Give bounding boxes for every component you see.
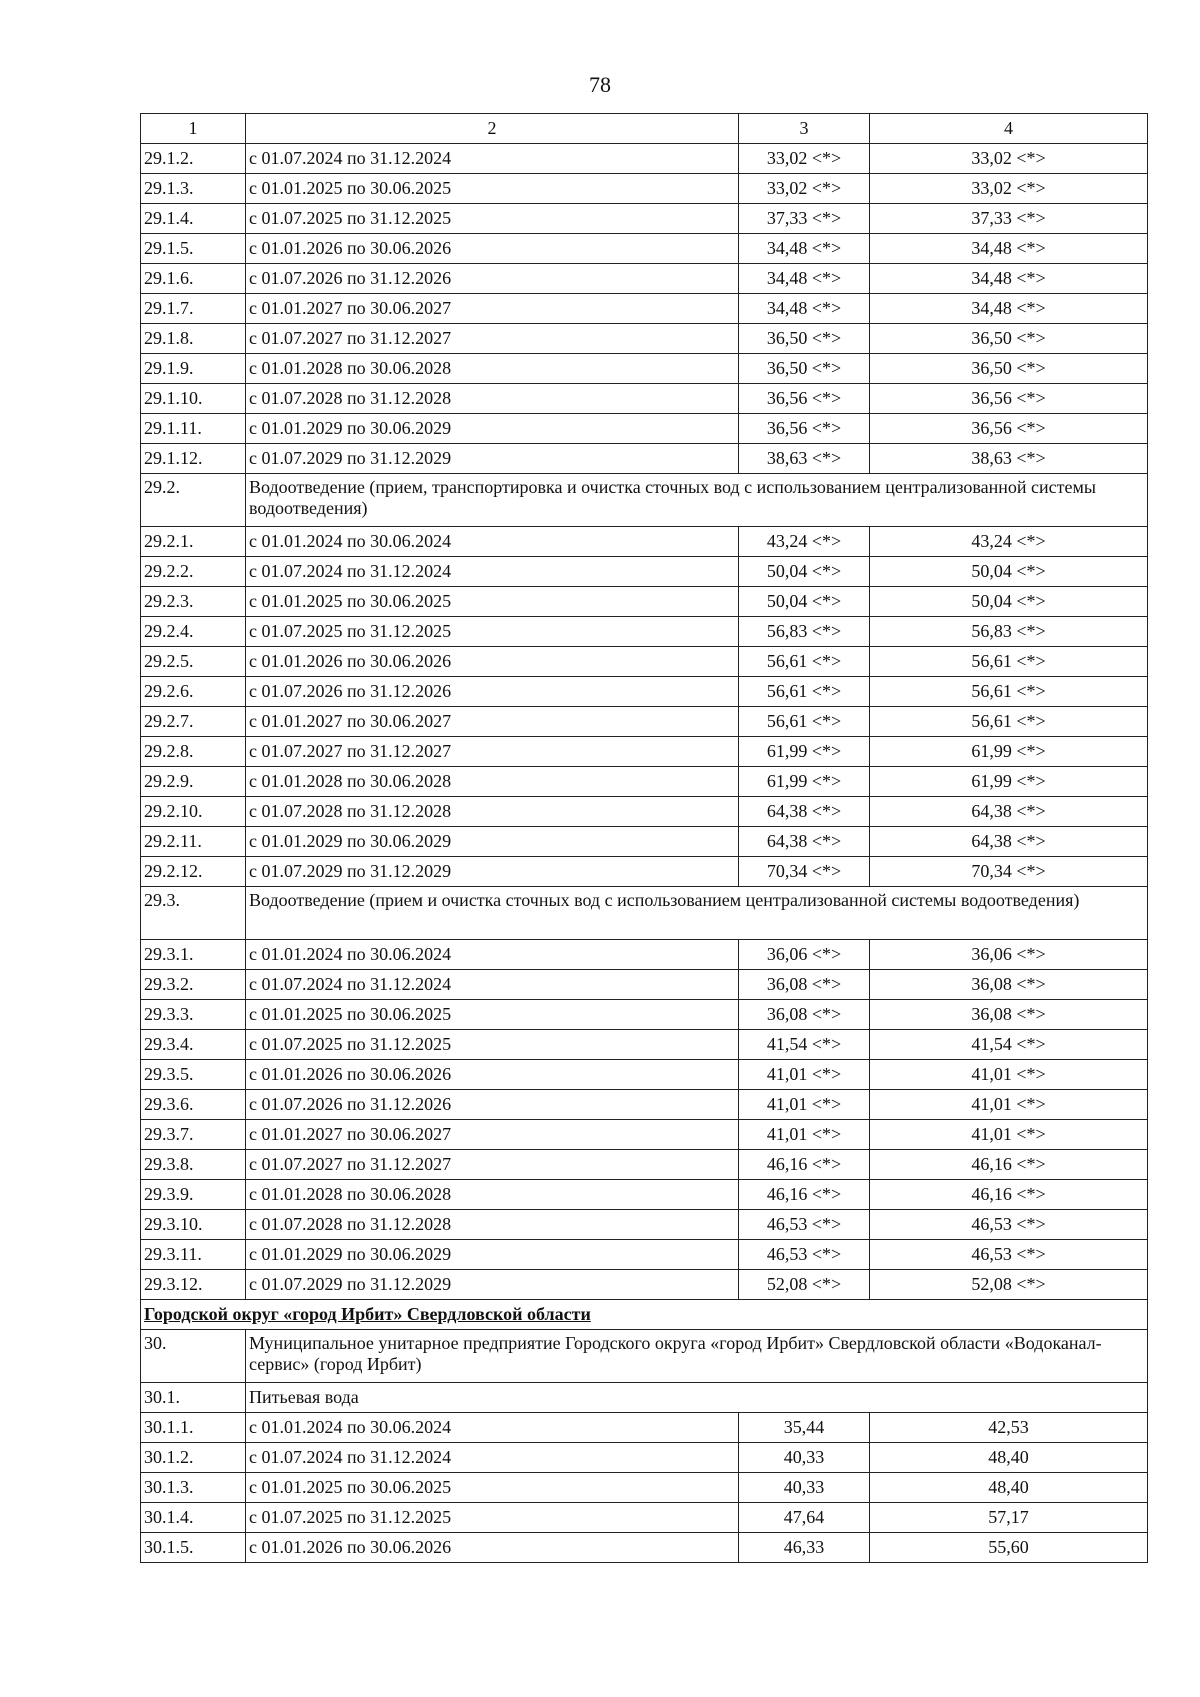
- row-value-col4: 50,04 <*>: [870, 587, 1148, 617]
- row-period: с 01.01.2029 по 30.06.2029: [246, 1240, 739, 1270]
- row-value-col4: 36,50 <*>: [870, 324, 1148, 354]
- row-number: 29.3.12.: [141, 1270, 246, 1300]
- row-value-col4: 42,53: [870, 1413, 1148, 1443]
- group-row: [141, 474, 1148, 527]
- row-number: 29.3.1.: [141, 940, 246, 970]
- row-period: с 01.01.2027 по 30.06.2027: [246, 294, 739, 324]
- row-number: 29.2.9.: [141, 767, 246, 797]
- row-value-col4: 36,08 <*>: [870, 1000, 1148, 1030]
- row-value-col3: 46,53 <*>: [739, 1240, 870, 1270]
- row-value-col4: 46,16 <*>: [870, 1150, 1148, 1180]
- row-period: с 01.01.2029 по 30.06.2029: [246, 414, 739, 444]
- row-value-col3: 40,33: [739, 1443, 870, 1473]
- row-period: с 01.07.2027 по 31.12.2027: [246, 1150, 739, 1180]
- section-row: [141, 1300, 1148, 1330]
- row-number: 29.1.6.: [141, 264, 246, 294]
- table-row: [141, 1503, 1148, 1533]
- table-row: [141, 1060, 1148, 1090]
- row-period: с 01.07.2025 по 31.12.2025: [246, 617, 739, 647]
- table-row: [141, 527, 1148, 557]
- table-row: [141, 677, 1148, 707]
- row-value-col4: 34,48 <*>: [870, 234, 1148, 264]
- row-number: 29.3.4.: [141, 1030, 246, 1060]
- table-row: [141, 970, 1148, 1000]
- row-value-col3: 35,44: [739, 1413, 870, 1443]
- row-number: 29.3.11.: [141, 1240, 246, 1270]
- row-value-col3: 61,99 <*>: [739, 737, 870, 767]
- row-period: с 01.07.2024 по 31.12.2024: [246, 557, 739, 587]
- row-number: 29.2.12.: [141, 857, 246, 887]
- table-row: [141, 144, 1148, 174]
- group-number: 29.2.: [141, 474, 246, 527]
- row-value-col3: 33,02 <*>: [739, 144, 870, 174]
- row-value-col3: 52,08 <*>: [739, 1270, 870, 1300]
- row-value-col4: 33,02 <*>: [870, 144, 1148, 174]
- header-cell: 4: [870, 114, 1148, 144]
- row-value-col3: 50,04 <*>: [739, 557, 870, 587]
- row-number: 29.2.1.: [141, 527, 246, 557]
- group-title: Водоотведение (прием, транспортировка и очистка сточных вод с использованием централизованной системы водоотведения): [246, 474, 1148, 527]
- table-header-row: [141, 114, 1148, 144]
- row-value-col4: 41,01 <*>: [870, 1120, 1148, 1150]
- row-value-col3: 34,48 <*>: [739, 264, 870, 294]
- row-value-col4: 43,24 <*>: [870, 527, 1148, 557]
- row-number: 29.1.8.: [141, 324, 246, 354]
- row-value-col4: 46,16 <*>: [870, 1180, 1148, 1210]
- row-value-col3: 37,33 <*>: [739, 204, 870, 234]
- tariff-table: [140, 113, 1148, 1563]
- table-row: [141, 1473, 1148, 1503]
- row-value-col3: 36,06 <*>: [739, 940, 870, 970]
- row-value-col3: 36,08 <*>: [739, 1000, 870, 1030]
- page-number: 78: [589, 72, 611, 97]
- row-value-col3: 64,38 <*>: [739, 827, 870, 857]
- row-period: с 01.07.2029 по 31.12.2029: [246, 857, 739, 887]
- row-value-col4: 64,38 <*>: [870, 827, 1148, 857]
- row-value-col4: 36,56 <*>: [870, 414, 1148, 444]
- row-period: с 01.01.2024 по 30.06.2024: [246, 1413, 739, 1443]
- row-value-col4: 52,08 <*>: [870, 1270, 1148, 1300]
- row-period: с 01.01.2026 по 30.06.2026: [246, 234, 739, 264]
- table-row: [141, 204, 1148, 234]
- row-number: 29.1.12.: [141, 444, 246, 474]
- row-number: 29.3.5.: [141, 1060, 246, 1090]
- table-row: [141, 1413, 1148, 1443]
- row-period: с 01.07.2024 по 31.12.2024: [246, 970, 739, 1000]
- table-row: [141, 707, 1148, 737]
- row-value-col3: 43,24 <*>: [739, 527, 870, 557]
- row-value-col4: 46,53 <*>: [870, 1240, 1148, 1270]
- row-value-col3: 61,99 <*>: [739, 767, 870, 797]
- row-value-col4: 61,99 <*>: [870, 767, 1148, 797]
- row-value-col3: 34,48 <*>: [739, 294, 870, 324]
- row-period: с 01.01.2025 по 30.06.2025: [246, 1000, 739, 1030]
- row-value-col4: 46,53 <*>: [870, 1210, 1148, 1240]
- row-value-col3: 47,64: [739, 1503, 870, 1533]
- row-value-col4: 56,61 <*>: [870, 677, 1148, 707]
- row-value-col3: 41,01 <*>: [739, 1060, 870, 1090]
- row-period: с 01.07.2029 по 31.12.2029: [246, 444, 739, 474]
- group-number: 30.: [141, 1330, 246, 1383]
- row-value-col3: 40,33: [739, 1473, 870, 1503]
- row-value-col3: 36,50 <*>: [739, 354, 870, 384]
- row-number: 29.3.8.: [141, 1150, 246, 1180]
- row-value-col4: 41,01 <*>: [870, 1090, 1148, 1120]
- table-row: [141, 587, 1148, 617]
- table-row: [141, 940, 1148, 970]
- table-row: [141, 324, 1148, 354]
- table-row: [141, 1000, 1148, 1030]
- row-number: 29.2.8.: [141, 737, 246, 767]
- row-period: с 01.01.2026 по 30.06.2026: [246, 1060, 739, 1090]
- row-period: с 01.01.2028 по 30.06.2028: [246, 354, 739, 384]
- header-cell: 1: [141, 114, 246, 144]
- group-row: [141, 1383, 1148, 1413]
- row-value-col3: 36,08 <*>: [739, 970, 870, 1000]
- row-period: с 01.01.2025 по 30.06.2025: [246, 174, 739, 204]
- row-value-col4: 34,48 <*>: [870, 264, 1148, 294]
- header-cell: 2: [246, 114, 739, 144]
- row-value-col4: 33,02 <*>: [870, 174, 1148, 204]
- group-title: Водоотведение (прием и очистка сточных вод с использованием централизованной системы водоотведения): [246, 887, 1148, 940]
- table-row: [141, 1443, 1148, 1473]
- table-row: [141, 1180, 1148, 1210]
- header-cell: 3: [739, 114, 870, 144]
- row-value-col3: 46,16 <*>: [739, 1180, 870, 1210]
- row-period: с 01.07.2027 по 31.12.2027: [246, 737, 739, 767]
- row-value-col3: 56,61 <*>: [739, 677, 870, 707]
- row-period: с 01.07.2026 по 31.12.2026: [246, 677, 739, 707]
- group-number: 29.3.: [141, 887, 246, 940]
- row-number: 29.2.7.: [141, 707, 246, 737]
- row-value-col3: 64,38 <*>: [739, 797, 870, 827]
- group-title: Питьевая вода: [246, 1383, 1148, 1413]
- row-number: 29.3.10.: [141, 1210, 246, 1240]
- row-number: 29.3.2.: [141, 970, 246, 1000]
- row-period: с 01.01.2026 по 30.06.2026: [246, 647, 739, 677]
- row-value-col4: 48,40: [870, 1443, 1148, 1473]
- row-period: с 01.07.2029 по 31.12.2029: [246, 1270, 739, 1300]
- section-title: Городской округ «город Ирбит» Свердловской области: [141, 1300, 1148, 1330]
- row-value-col3: 41,01 <*>: [739, 1120, 870, 1150]
- table-row: [141, 294, 1148, 324]
- group-row: [141, 887, 1148, 940]
- table-row: [141, 1270, 1148, 1300]
- row-number: 29.3.3.: [141, 1000, 246, 1030]
- row-number: 29.1.10.: [141, 384, 246, 414]
- row-value-col4: 41,01 <*>: [870, 1060, 1148, 1090]
- row-number: 29.2.10.: [141, 797, 246, 827]
- row-number: 29.3.6.: [141, 1090, 246, 1120]
- row-number: 30.1.4.: [141, 1503, 246, 1533]
- row-value-col3: 46,33: [739, 1533, 870, 1563]
- row-value-col3: 56,83 <*>: [739, 617, 870, 647]
- row-number: 30.1.3.: [141, 1473, 246, 1503]
- row-period: с 01.07.2024 по 31.12.2024: [246, 144, 739, 174]
- table-row: [141, 1120, 1148, 1150]
- row-number: 29.1.9.: [141, 354, 246, 384]
- row-value-col4: 48,40: [870, 1473, 1148, 1503]
- row-value-col3: 56,61 <*>: [739, 707, 870, 737]
- row-period: с 01.07.2024 по 31.12.2024: [246, 1443, 739, 1473]
- row-period: с 01.01.2029 по 30.06.2029: [246, 827, 739, 857]
- table-row: [141, 174, 1148, 204]
- table-row: [141, 557, 1148, 587]
- table-row: [141, 767, 1148, 797]
- row-period: с 01.07.2025 по 31.12.2025: [246, 1030, 739, 1060]
- row-period: с 01.01.2025 по 30.06.2025: [246, 1473, 739, 1503]
- row-period: с 01.01.2027 по 30.06.2027: [246, 707, 739, 737]
- row-value-col3: 41,54 <*>: [739, 1030, 870, 1060]
- row-value-col3: 36,50 <*>: [739, 324, 870, 354]
- row-number: 29.2.4.: [141, 617, 246, 647]
- table-row: [141, 617, 1148, 647]
- row-number: 29.2.5.: [141, 647, 246, 677]
- row-value-col3: 46,16 <*>: [739, 1150, 870, 1180]
- group-row: [141, 1330, 1148, 1383]
- table-row: [141, 264, 1148, 294]
- table-row: [141, 1240, 1148, 1270]
- row-value-col4: 38,63 <*>: [870, 444, 1148, 474]
- table-row: [141, 857, 1148, 887]
- row-period: с 01.07.2028 по 31.12.2028: [246, 384, 739, 414]
- table-row: [141, 1210, 1148, 1240]
- row-number: 29.1.11.: [141, 414, 246, 444]
- row-value-col4: 36,06 <*>: [870, 940, 1148, 970]
- table-row: [141, 797, 1148, 827]
- table-row: [141, 1030, 1148, 1060]
- table-row: [141, 1533, 1148, 1563]
- table-row: [141, 1090, 1148, 1120]
- row-value-col4: 36,56 <*>: [870, 384, 1148, 414]
- table-row: [141, 354, 1148, 384]
- row-value-col4: 55,60: [870, 1533, 1148, 1563]
- row-value-col3: 50,04 <*>: [739, 587, 870, 617]
- row-number: 29.2.11.: [141, 827, 246, 857]
- row-value-col4: 50,04 <*>: [870, 557, 1148, 587]
- row-period: с 01.01.2025 по 30.06.2025: [246, 587, 739, 617]
- row-number: 29.2.2.: [141, 557, 246, 587]
- row-number: 30.1.5.: [141, 1533, 246, 1563]
- table-row: [141, 384, 1148, 414]
- row-period: с 01.07.2027 по 31.12.2027: [246, 324, 739, 354]
- row-period: с 01.07.2028 по 31.12.2028: [246, 1210, 739, 1240]
- row-value-col4: 57,17: [870, 1503, 1148, 1533]
- row-period: с 01.01.2028 по 30.06.2028: [246, 767, 739, 797]
- row-value-col4: 61,99 <*>: [870, 737, 1148, 767]
- row-period: с 01.07.2028 по 31.12.2028: [246, 797, 739, 827]
- row-value-col3: 36,56 <*>: [739, 414, 870, 444]
- row-value-col4: 36,50 <*>: [870, 354, 1148, 384]
- row-value-col3: 46,53 <*>: [739, 1210, 870, 1240]
- row-value-col4: 37,33 <*>: [870, 204, 1148, 234]
- row-number: 30.1.1.: [141, 1413, 246, 1443]
- group-title: Муниципальное унитарное предприятие Городского округа «город Ирбит» Свердловской области «Водоканал-сервис» (город Ирбит): [246, 1330, 1148, 1383]
- row-number: 30.1.2.: [141, 1443, 246, 1473]
- row-period: с 01.07.2026 по 31.12.2026: [246, 264, 739, 294]
- row-value-col3: 56,61 <*>: [739, 647, 870, 677]
- row-period: с 01.01.2024 по 30.06.2024: [246, 527, 739, 557]
- table-row: [141, 444, 1148, 474]
- table-row: [141, 414, 1148, 444]
- row-number: 29.3.9.: [141, 1180, 246, 1210]
- row-number: 29.2.3.: [141, 587, 246, 617]
- group-number: 30.1.: [141, 1383, 246, 1413]
- row-number: 29.1.5.: [141, 234, 246, 264]
- table-row: [141, 234, 1148, 264]
- row-period: с 01.01.2026 по 30.06.2026: [246, 1533, 739, 1563]
- row-period: с 01.01.2024 по 30.06.2024: [246, 940, 739, 970]
- row-value-col3: 41,01 <*>: [739, 1090, 870, 1120]
- row-value-col4: 34,48 <*>: [870, 294, 1148, 324]
- row-number: 29.1.7.: [141, 294, 246, 324]
- row-value-col3: 34,48 <*>: [739, 234, 870, 264]
- row-number: 29.3.7.: [141, 1120, 246, 1150]
- row-period: с 01.01.2028 по 30.06.2028: [246, 1180, 739, 1210]
- row-value-col4: 41,54 <*>: [870, 1030, 1148, 1060]
- row-period: с 01.07.2026 по 31.12.2026: [246, 1090, 739, 1120]
- row-value-col4: 56,61 <*>: [870, 647, 1148, 677]
- table-row: [141, 647, 1148, 677]
- row-period: с 01.07.2025 по 31.12.2025: [246, 204, 739, 234]
- row-value-col4: 56,61 <*>: [870, 707, 1148, 737]
- row-number: 29.1.2.: [141, 144, 246, 174]
- row-value-col3: 70,34 <*>: [739, 857, 870, 887]
- row-period: с 01.07.2025 по 31.12.2025: [246, 1503, 739, 1533]
- row-value-col4: 36,08 <*>: [870, 970, 1148, 1000]
- row-period: с 01.01.2027 по 30.06.2027: [246, 1120, 739, 1150]
- table-row: [141, 1150, 1148, 1180]
- row-value-col4: 56,83 <*>: [870, 617, 1148, 647]
- row-value-col4: 70,34 <*>: [870, 857, 1148, 887]
- table-row: [141, 827, 1148, 857]
- row-value-col4: 64,38 <*>: [870, 797, 1148, 827]
- table-row: [141, 737, 1148, 767]
- row-value-col3: 36,56 <*>: [739, 384, 870, 414]
- row-number: 29.1.4.: [141, 204, 246, 234]
- row-number: 29.2.6.: [141, 677, 246, 707]
- row-value-col3: 38,63 <*>: [739, 444, 870, 474]
- row-number: 29.1.3.: [141, 174, 246, 204]
- row-value-col3: 33,02 <*>: [739, 174, 870, 204]
